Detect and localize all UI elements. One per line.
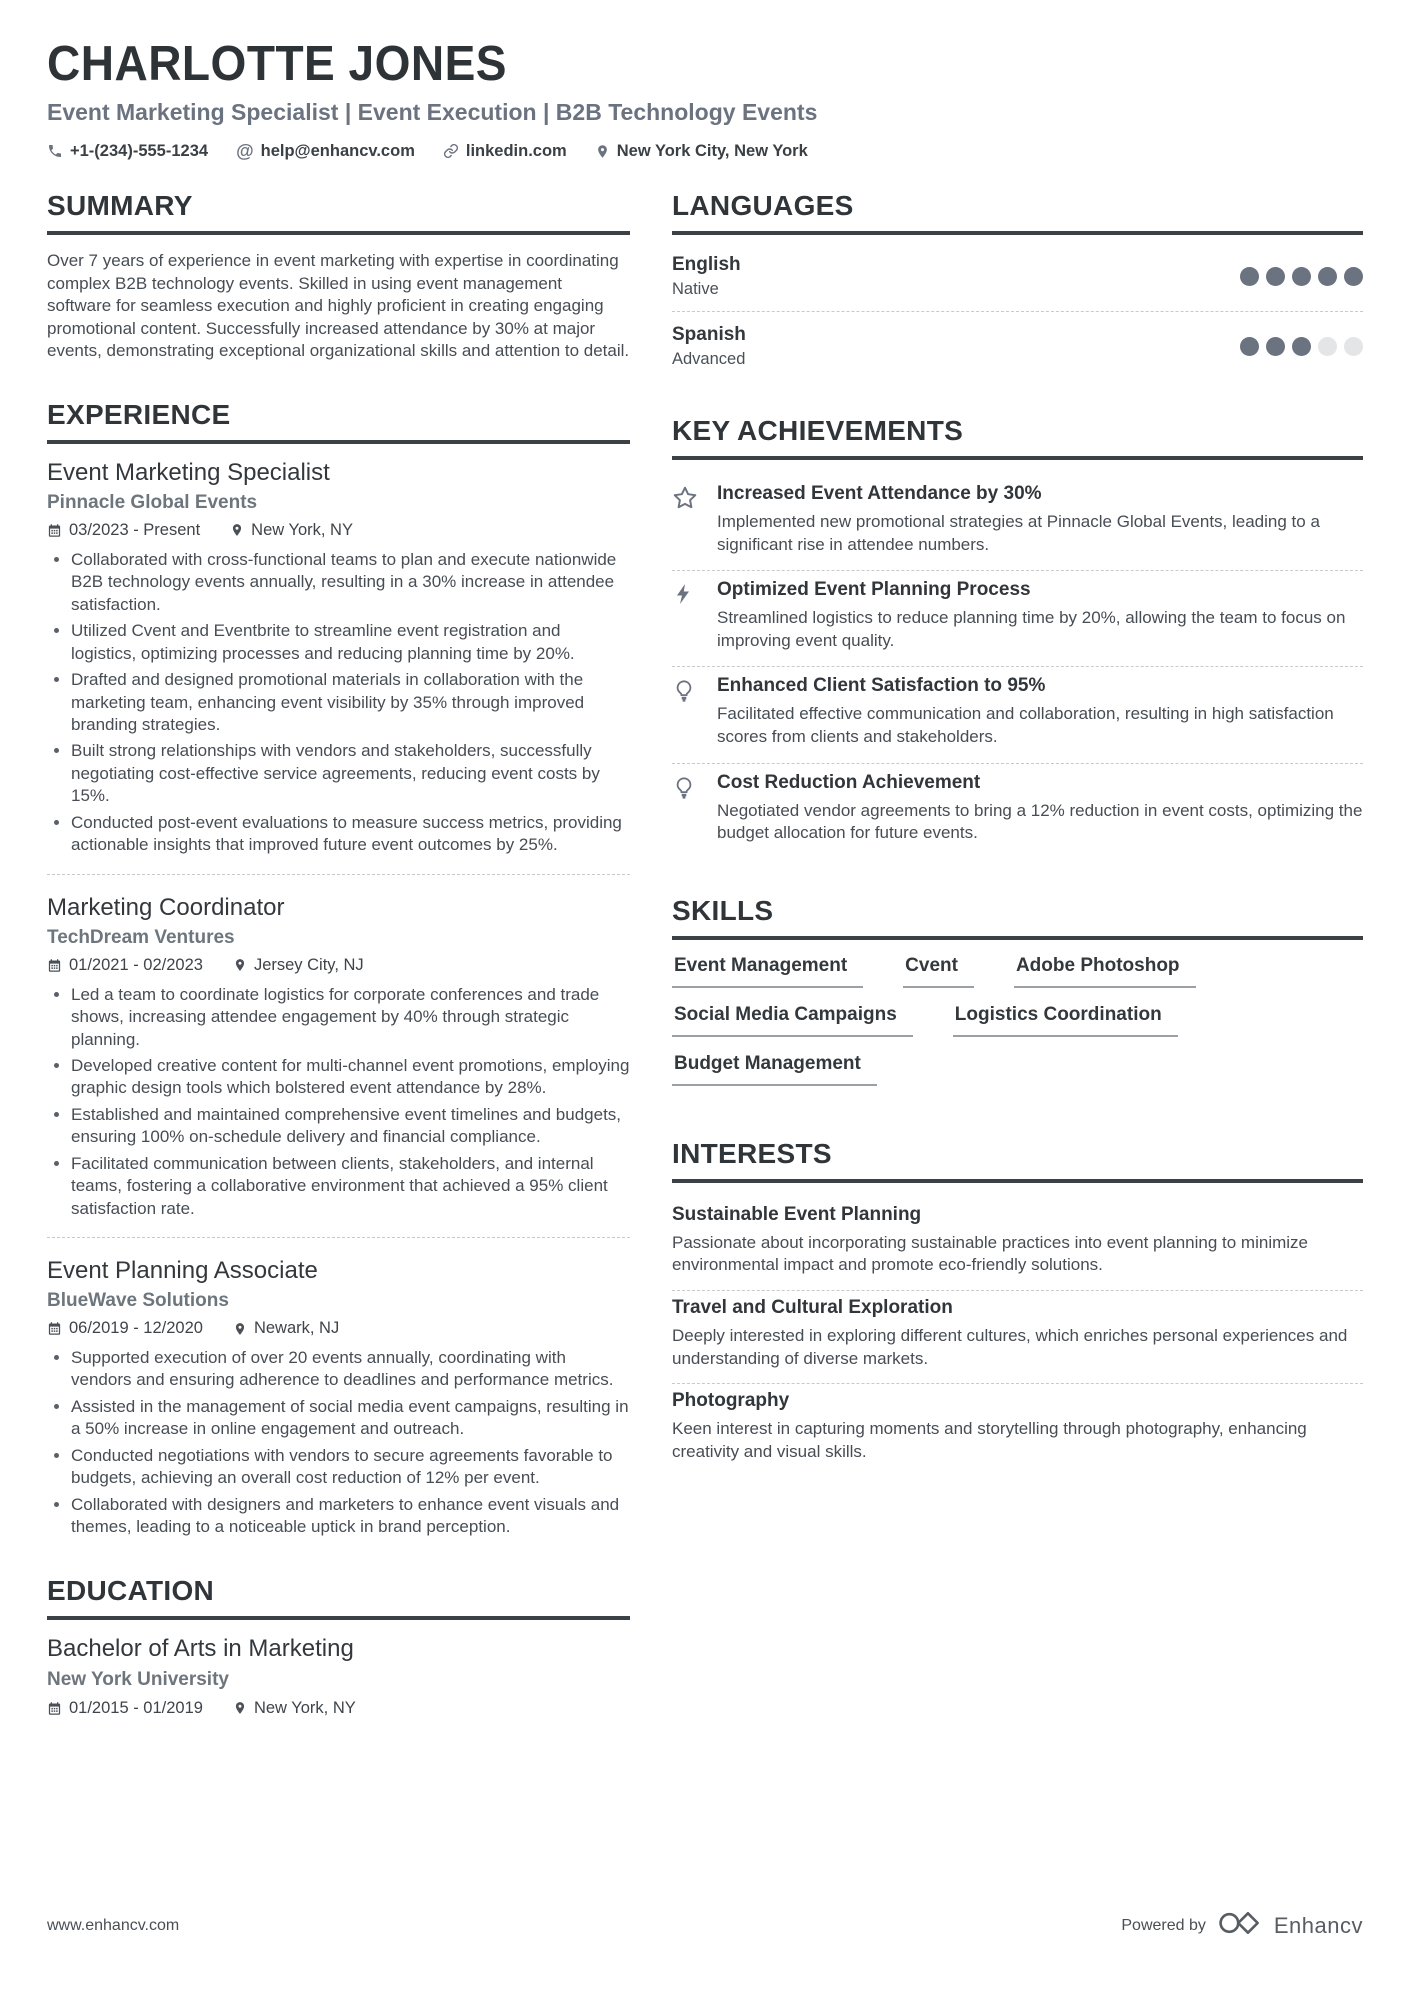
proficiency-dot-filled [1240,267,1259,286]
phone-number: +1-(234)-555-1234 [70,141,209,160]
education-school: New York University [47,1668,229,1690]
interest-text: Passionate about incorporating sustainable practices into event planning to minimize environmental impact and promote eco-friendly solutions. [672,1232,1308,1275]
education-location-text: New York, NY [253,1698,356,1717]
achievement-title: Cost Reduction Achievement [717,771,981,793]
interest-item [672,1198,1363,1290]
phone-icon [47,143,63,159]
job-dates-text: 01/2021 - 02/2023 [69,955,203,974]
link-text[interactable]: linkedin.com [465,141,567,160]
achievement-title: Increased Event Attendance by 30% [717,482,1042,504]
experience-section [47,399,630,1539]
skill-tag: Event Management [672,955,863,988]
location-pin-icon [233,957,247,973]
achievement-text: Facilitated effective communication and collaboration, resulting in high satisfaction scores from clients and stakeholders. [717,704,1334,746]
interest-item [672,1291,1363,1383]
link-icon [443,143,459,159]
interest-title: Sustainable Event Planning [672,1203,922,1225]
language-level: Native [672,279,719,298]
job-bullet: • Conducted negotiations with vendors to secure agreements favorable to budgets, achieving an overall cost reduction of 12% per event. [71,1445,630,1490]
job-dates [47,956,203,975]
job-entry [47,894,630,1220]
job-bullets [47,1347,630,1539]
at-icon: @ [236,140,254,161]
job-company: Pinnacle Global Events [47,491,258,513]
location-pin-icon [233,1700,247,1716]
job-location [233,956,364,975]
contact-location [595,142,808,161]
job-location [233,1319,339,1338]
job-title: Event Marketing Specialist [47,458,330,486]
language-info [672,324,746,369]
skill-tag: Social Media Campaigns [672,1004,913,1037]
person-name: CHARLOTTE JONES [47,37,508,91]
achievements-heading: KEY ACHIEVEMENTS [672,415,1363,460]
job-bullet: • Developed creative content for multi-channel event promotions, employing graphic design tools which bolstered event attendance by 28%. [71,1055,630,1100]
job-bullets [47,549,630,857]
proficiency-dot-filled [1240,337,1259,356]
achievement-item [672,667,1363,762]
enhancv-logo-icon [1217,1908,1263,1943]
achievement-content [717,675,1363,748]
skills-list [672,955,1363,1102]
interests-section [672,1138,1363,1477]
job-bullet: • Drafted and designed promotional materials in collaboration with the marketing team, enhancing event visibility by 35% through improved branding strategies. [71,669,630,736]
location-pin-icon [233,1321,247,1337]
job-dates [47,521,200,540]
achievements-section [672,415,1363,859]
language-level: Advanced [672,349,746,368]
job-company: TechDream Ventures [47,926,235,948]
education-location [233,1699,356,1718]
skill-tag: Logistics Coordination [953,1004,1178,1037]
interest-title: Travel and Cultural Exploration [672,1296,953,1318]
calendar-icon [47,958,62,973]
job-title: Event Planning Associate [47,1257,318,1284]
location-text: New York City, New York [616,141,808,160]
calendar-icon [47,1701,62,1716]
job-location-text: New York, NY [251,520,353,539]
proficiency-dot-filled [1292,337,1311,356]
interests-heading: INTERESTS [672,1138,1363,1183]
job-bullet: • Conducted post-event evaluations to measure success metrics, providing actionable insights that improved future event outcomes by 25%. [71,812,630,857]
job-bullet: • Facilitated communication between clients, stakeholders, and internal teams, fostering a collaborative environment that achieved a 95% client satisfaction rate. [71,1153,630,1220]
interest-text: Keen interest in capturing moments and storytelling through photography, enhancing creativity and visual skills. [672,1419,1307,1461]
education-dates-text: 01/2015 - 01/2019 [69,1698,203,1717]
contact-row [47,141,1363,162]
achievement-item [672,764,1363,859]
job-bullet: • Led a team to coordinate logistics for corporate conferences and trade shows, increasing attendee engagement by 40% through strategic planning. [71,984,630,1051]
lightbulb-icon [672,772,702,845]
powered-by-label: Powered by [1121,1916,1206,1934]
job-dates-text: 03/2023 - Present [69,520,201,539]
proficiency-dot-filled [1266,337,1285,356]
language-name: English [672,253,741,275]
language-row [672,250,1363,309]
location-pin-icon [230,522,244,538]
job-location-text: Newark, NJ [253,1319,340,1337]
achievement-item [672,475,1363,570]
contact-link[interactable] [443,142,567,161]
language-divider [672,311,1363,312]
job-meta [47,521,630,540]
job-entry [47,459,630,857]
job-bullets [47,984,630,1220]
job-bullet: • Collaborated with designers and marketers to enhance event visuals and themes, leading to a noticeable uptick in brand perception. [71,1494,630,1539]
achievement-content [717,483,1363,556]
language-proficiency-dots [1240,337,1363,356]
language-row [672,320,1363,379]
proficiency-dot-filled [1292,267,1311,286]
achievement-content [717,772,1363,845]
languages-section [672,190,1363,379]
education-dates [47,1699,203,1718]
email-address[interactable]: help@enhancv.com [260,141,415,160]
achievement-title: Optimized Event Planning Process [717,579,1031,601]
proficiency-dot-filled [1266,267,1285,286]
contact-phone [47,142,208,161]
achievement-title: Enhanced Client Satisfaction to 95% [717,675,1046,697]
job-title: Marketing Coordinator [47,893,285,921]
summary-text: Over 7 years of experience in event marketing with expertise in coordinating complex B2B technology events. Skilled in using event management software for seamless execution and highly proficient in creating engaging promotional content. Successfully increased attendance by 30% at major events, demonstrating exceptional organizational skills and attention to detail. [47,250,630,361]
lightbulb-icon [672,675,702,748]
skill-tag: Adobe Photoshop [1014,955,1196,988]
achievement-content [717,579,1363,652]
job-company: BlueWave Solutions [47,1290,229,1311]
job-bullet: • Utilized Cvent and Eventbrite to streamline event registration and logistics, optimizing processes and reducing planning time by 20%. [71,620,630,665]
powered-by [1121,1908,1363,1943]
summary-heading: SUMMARY [47,190,630,235]
interest-title: Photography [672,1390,790,1412]
job-meta [47,956,630,975]
education-section [47,1575,630,1718]
job-location [230,521,353,540]
languages-heading: LANGUAGES [672,190,1363,235]
enhancv-brand-name: Enhancv [1273,1912,1363,1938]
job-meta [47,1319,630,1338]
skill-tag: Cvent [903,955,974,988]
summary-section [47,190,630,363]
achievement-item [672,571,1363,666]
language-name: Spanish [672,323,746,345]
job-bullet: • Built strong relationships with vendors and stakeholders, successfully negotiating cost-effective service agreements, reducing event costs by 15%. [71,740,630,807]
achievement-text: Negotiated vendor agreements to bring a 12% reduction in event costs, optimizing the budget allocation for future events. [717,800,1363,843]
language-proficiency-dots [1240,267,1363,286]
skills-section [672,895,1363,1102]
education-degree: Bachelor of Arts in Marketing [47,1634,354,1662]
calendar-icon [47,523,62,538]
interest-text: Deeply interested in exploring different cultures, which enriches personal experiences and understanding of diverse markets. [672,1325,1348,1368]
skills-heading: SKILLS [672,895,1363,940]
resume-header [47,38,1363,162]
proficiency-dot-filled [1344,267,1363,286]
job-entry [47,1257,630,1539]
language-info [672,254,741,299]
job-location-text: Jersey City, NJ [253,955,364,974]
education-meta [47,1699,630,1718]
skill-tag: Budget Management [672,1053,877,1086]
page-footer [47,1908,1363,1943]
location-pin-icon [595,143,610,160]
proficiency-dot-filled [1318,267,1337,286]
job-bullet: • Established and maintained comprehensive event timelines and budgets, ensuring 100% on-schedule delivery and financial compliance. [71,1104,630,1149]
left-column [47,190,630,1754]
job-bullet: • Assisted in the management of social media event campaigns, resulting in a 50% increase in online engagement and outreach. [71,1396,630,1441]
experience-heading: EXPERIENCE [47,399,630,444]
job-dates [47,1319,203,1338]
job-bullet: • Supported execution of over 20 events annually, coordinating with vendors and ensuring adherence to deadlines and performance metrics. [71,1347,630,1392]
job-bullet: • Collaborated with cross-functional teams to plan and execute nationwide B2B technology events annually, resulting in a 30% increase in attendee satisfaction. [71,549,630,616]
contact-email[interactable] [236,141,415,162]
star-icon [672,483,702,556]
proficiency-dot-empty [1344,337,1363,356]
right-column [672,190,1363,1754]
calendar-icon [47,1321,62,1336]
job-divider [47,874,630,875]
proficiency-dot-empty [1318,337,1337,356]
enhancv-site-link[interactable]: www.enhancv.com [47,1916,180,1934]
job-divider [47,1237,630,1238]
job-dates-text: 06/2019 - 12/2020 [69,1319,203,1337]
person-headline: Event Marketing Specialist | Event Execution | B2B Technology Events [47,98,818,125]
achievement-text: Implemented new promotional strategies at Pinnacle Global Events, leading to a significant rise in attendee numbers. [717,511,1320,554]
bolt-icon [672,579,702,652]
education-heading: EDUCATION [47,1575,630,1620]
achievement-text: Streamlined logistics to reduce planning time by 20%, allowing the team to focus on improving event quality. [717,608,1346,650]
interest-item [672,1384,1363,1476]
